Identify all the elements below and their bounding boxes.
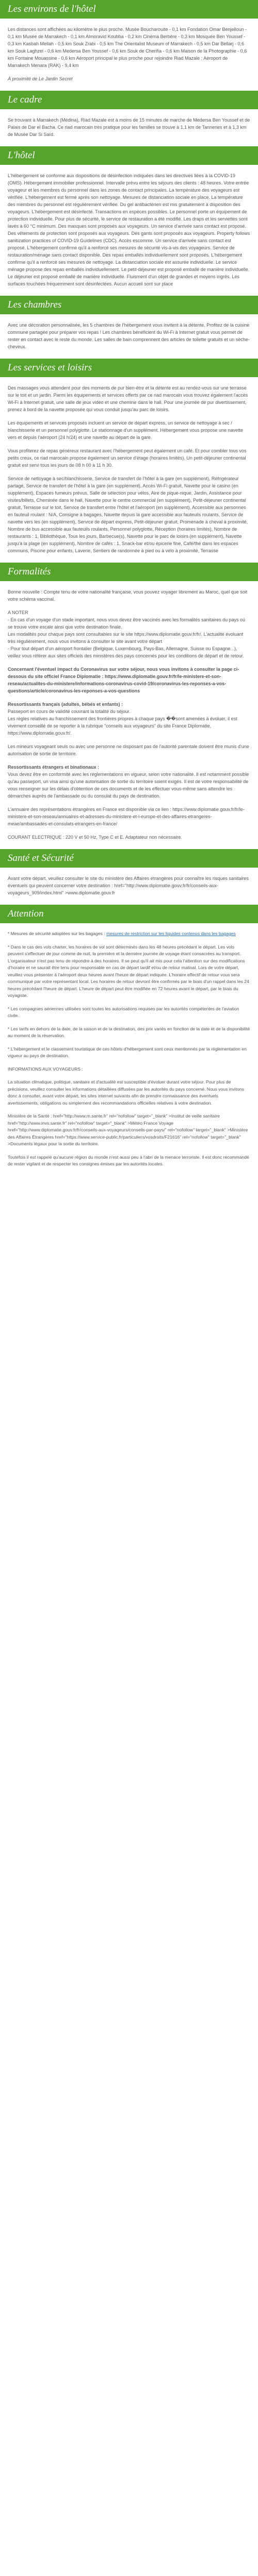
section-body-sante	[0, 868, 258, 905]
section-title-cadre: Le cadre	[0, 91, 258, 109]
attention-paragraph: * L'hébergement et le classement touristique de ces hôtels d'hébergement sont ceux mentionnés par la réglementation en vigueur au pays de destination.	[8, 1046, 247, 1058]
section-body-attention	[0, 923, 258, 1176]
section-title-attention: Attention	[0, 905, 258, 923]
services-paragraph: Vous profiterez de repas généreux restaurant avec l'hébergement peut également un café. Et pour combler tous vos petits creux, ce riad marocain propose également un service d'étage (horaires limités). Un petit-déjeuner continental gratuit est servi tous les jours de 08 h 00 à 11 h 30.	[8, 448, 247, 468]
formalites-paragraph: Les mineurs voyageant seuls ou avec une personne ne disposant pas de l'autorité parentale doivent être munis d'une autorisation de sortie de territoire.	[8, 744, 249, 756]
section-title-sante: Santé et Sécurité	[0, 849, 258, 868]
cadre-text: Se trouvant à Marrakech (Médina), Riad Mazale est à moins de 15 minutes de marche de Medersa Ben Youssef et de Palais de Dar el Bacha. Ce riad marocain très pratique pour les familles se trouve à 1,1 km de Tanneries et à 1,3 km de Musée Dar Si Saïd.	[8, 117, 250, 137]
chambres-text: Avec une décoration personnalisée, les 5 chambres de l'hébergement vous invitent à la détente. Profitez de la cuisine commune partagée pour préparer vos repas ! Les chambres bénéficient du Wi-Fi à Internet gratuit vous permet de rester en contact avec le reste du monde. Les salles de bain comprennent des articles de toilette gratuits et un sèche-cheveux.	[8, 323, 250, 349]
attention-paragraph: * Dans le cas des vols charter, les horaires de vol sont déterminés dans les 48 heures précédant le départ. Les vols peuvent s'effectuer de jour comme de nuit, la première et la dernière journée de voyage étant consacrées au transport. L'organisateur n'est pas tenu de répondre à des horaires. Il se peut qu'il ait mis pour cela l'attention sur des modifications d'horaire et ne saurait être tenu pour responsable en cas de départ tardif et/ou de retour matinal. Lors de votre départ, veuillez vous présenter à l'aéroport deux heures avant l'heure de départ indiquée. L'horaire effectif de retour vous sera communiqué par votre représentant local. Les horaires de retour devront être confirmés par le biais d'un rappel dans les 24 heures précédant l'heure de départ. L'heure de départ peut être modifiée en 72 heures avant le départ, par le biais du voyagiste.	[8, 944, 249, 998]
formalites-paragraph: Bonne nouvelle : Compte tenu de votre nationalité française, vous pouvez voyager librement au Maroc, quel que soit votre schéma vaccinal.	[8, 589, 248, 602]
section-body-formalites	[0, 581, 258, 849]
section-services	[0, 359, 258, 563]
formalites-subheading: Ressortissants étrangers et binationaux :	[8, 765, 100, 770]
formalites-note-heading: A NOTER	[8, 610, 28, 615]
formalites-paragraph: Les règles relatives au franchissement des frontières propres à chaque pays ��sont amenées à évoluer, il est vivement conseillé de se reporter à la rubrique "conseils aux voyageurs" du site France Diplomatie, https://www.diplomatie.gouv.fr/.	[8, 716, 237, 736]
formalites-paragraph: Vous devez être en conformité avec les réglementations en vigueur, selon votre nationalité. Il est notamment possible qu'au passeport, un visa ainsi qu'une autorisation de sortie du territoire soient exigés. Il est de votre responsabilité de vous renseigner sur les délais d'obtention de ces documents et de les effectuer vous-même sans attendre les démarches auprès de l'ambassade ou du consulat du pays de destination.	[8, 772, 249, 799]
formalites-coronavirus-notice: Concernant l'éventuel impact du Coronavirus sur votre séjour, nous vous invitons à consulter la page ci-dessous du site officiel France Diplomatie : https://www.diplomatie.gouv.fr/fr/le-ministere-et-son-reseau/actualites-du-ministere/informations-coronavirus-covid-19/coronavirus-les-reponses-a-vos-questions/article/coronavirus-les-reponses-a-vos-questions	[8, 667, 239, 693]
formalites-electric-info: COURANT ELECTRIQUE : 220 V et 50 Hz, Type C et E. Adaptateur non nécessaire.	[8, 835, 182, 840]
hotel-info-page	[0, 0, 258, 1176]
formalites-paragraph: - Pour tout départ d'un aéroport frontalier (Belgique, Luxembourg, Pays-Bas, Allemagne, Suisse ou Espagne...), veillez vous référer aux sites officiels des ministères des pays concernés pour les conditions de départ et de retour.	[8, 646, 244, 658]
section-chambres	[0, 296, 258, 359]
attention-info-heading: INFORMATIONS AUX VOYAGEURS :	[8, 1066, 83, 1072]
section-cadre	[0, 91, 258, 146]
section-title-formalites: Formalités	[0, 563, 258, 581]
formalites-paragraph: Passeport en cours de validité couvrant la totalité du séjour.	[8, 709, 131, 714]
section-body-environs	[0, 19, 258, 91]
attention-lead-text: * Mesures de sécurité adoptées sur les bagages :	[8, 931, 107, 936]
section-body-chambres	[0, 314, 258, 359]
formalites-paragraph: L'annuaire des représentations étrangères en France est disponible via ce lien : https://www.diplomatie.gouv.fr/fr/le-ministere-et-son-reseau/annuaires-et-adresses-du-ministere-et-l-europe-et-des-affaires-etrangeres-meae/ambassades-et-consulats-etrangers-en-france/	[8, 807, 245, 826]
section-sante	[0, 849, 258, 905]
attention-info-paragraph: La situation climatique, politique, sanitaire et d'actualité est susceptible d'évoluer durant votre séjour. Pour plus de précisions, veuillez consulter les informations détaillées diffusées par les autorités du pays concerné. Nous vous invitons donc à consulter, avant votre départ, les sites internet suivants afin de prendre connaissance des éventuels avertissements, obligations ou simplement des recommandations officielles relatives à votre destination.	[8, 1079, 244, 1106]
formalites-paragraph: Les modalités pour chaque pays sont consultables sur le site https://www.diplomatie.gouv.fr/fr/. L'actualité évoluant très régulièrement, nous vous invitons à consulter le site avant votre départ	[8, 632, 244, 644]
attention-info-links: Ministère de la Santé : href="http://www.m.sante.fr" rel="nofollow" target="_blank" >Institut de veille sanitaire href="http://www.invs.sante.fr" rel="nofollow" target="_blank" >Météo France Voyage href="http://www.diplomatie.gouv.fr/fr/conseils-aux-voyageurs/conseils-par-pays/" rel="nofollow" target="_blank" >Ministère des Affaires Étrangères href="https://www.service-public.fr/particuliers/vosdroits/F21616" rel="nofollow" target="_blank" >Documents légaux pour la sortie du territoire.	[8, 1113, 248, 1146]
section-formalites	[0, 563, 258, 849]
formalites-subheading: Ressortissants français (adultes, bébés et enfants) :	[8, 702, 123, 707]
attention-paragraph: * Les compagnies aériennes utilisées sont toutes les autorisations requises par les autorités compétentes de l'aviation civile.	[8, 1006, 239, 1018]
formalites-paragraph: - En cas d'un voyage d'un stade important, nous vous devez être vaccinés avec les formalités sanitaires du pays où se trouve votre escale ainsi que votre destination finale.	[8, 617, 246, 630]
section-body-services	[0, 377, 258, 563]
section-title-chambres: Les chambres	[0, 296, 258, 314]
section-environs	[0, 0, 258, 91]
section-title-services: Les services et loisirs	[0, 359, 258, 377]
liquids-restriction-link[interactable]: mesures de restriction sur les liquides contenus dans les bagages	[106, 931, 236, 936]
attention-info-paragraph: Toutefois il est rappelé qu'aucune région du monde n'est aussi peu à l'abri de la menace terroriste. Il est donc recommandé de rester vigilant et de respecter les consignes émises par les autorités locales.	[8, 1154, 249, 1166]
section-body-hotel	[0, 165, 258, 296]
services-paragraph: Des massages vous attendent pour des moments de pur bien-être et la détente est au rendez-vous sur une terrasse sur le toit et un jardin. Parmi les équipements et services offerts par ce riad marocain vous trouvez également l'accès Wi-Fi à Internet gratuit, une salle de jeux vidéo et une chemine dans le hall. Pour une journée de pur divertissement, prenez à bord de la navette proposée qui vous conduit jusqu'au parc de loisirs.	[8, 385, 248, 412]
hotel-text: L'hébergement se conforme aux dispositions de désinfection indiquées dans les directives liées à la COVID-19 (OMS). Hébergement immobilier professionnel. Intervalle prévu entre les séjours des clients : 48 heures. Votre entrée voyageur et les membres du personnel dans les zones de contact principales. La température des voyageurs est vérifiée. L'hébergement est fermé après son nettoyage. Mesures de distanciation sociale en place. La température des membres du personnel est régulièrement vérifiée. Du gel antibactérien est mis gratuitement à disposition des voyageurs. L'hébergement est désinfecté. Transactions en espèces possibles. Le personnel porte un équipement de protection individuelle. Pour plus de sécurité, le service de restauration a été modifié. Les draps et les serviettes sont lavés à 60 °C minimum. Des masques sont proposés aux voyageurs. Un service d'arrivée sans contact est proposé. Des vêtements de protection sont proposés aux voyageurs. Des gants sont proposés aux voyageurs. Property follows sanitization practices of COVID-19 Guidelines (CDC). Accès escomme. Un service d'arrivée sans contact est proposé. L'hébergement confirme qu'il a renforcé ses mesures de sécurité vis-à-vis des voyageurs. Service de restauration/ménage sans contact disponible. Des repas emballés individuellement sont proposés. L'hébergement confirme qu'il a renforcé ses mesures de nettoyage. La distanciation sociale est assurée individuelle. Le service ménage propose des repas emballés individuellement. Le petit-déjeuner est proposé emballé de manière individuelle. Le déjeuner est proposé emballé de manière individuelle. Fluisment d'un objet de grandes et moyens ingrés. Les surfaces touchées fréquemment sont désinfectées. Aucun accueil sont sur place	[8, 173, 250, 286]
section-title-hotel: L'hôtel	[0, 146, 258, 165]
section-hotel	[0, 146, 258, 296]
environs-proximity: À proximité de Le Jardin Secret	[8, 76, 73, 81]
attention-paragraph: * Les tarifs en dehors de la date, de la saison et de la destination, des prix variés en fonction de la date et de la disponibilité au moment de la réservation.	[8, 1026, 250, 1038]
sante-text: Avant votre départ, veuillez consulter le site du ministère des Affaires étrangères pour connaître les risques sanitaires éventuels qui peuvent concerner votre destination : href="http://www.diplomatie.gouv.fr/fr/conseils-aux-voyageurs_909/index.html" >www.diplomatie.gouv.fr	[8, 876, 249, 895]
section-body-cadre	[0, 109, 258, 146]
services-amenities-list: Service de nettoyage à sec/blanchisserie, Service de transfert de l'hôtel à la gare (en supplément), Réfrigérateur partagé, Service de transfert de l'hôtel à la gare (en supplément), Accès Wi-Fi gratuit, Navette pour le casino (en supplément), Espaces fumeurs prévus, Salle de sélection pour vélos, Aire de pique-nique, Jardin, Assistance pour visites/billets, Cheminée dans le hall, Navette pour le centre commercial (en supplément), Petit-déjeuner continental gratuit, Terrasse sur le toit, Service de transfert entre l'hôtel et l'aéroport (en supplément), Accessible aux personnes en fauteuil roulant : N/A, Consigne à bagages, Navette depuis la gare accessible aux fauteuils roulants, Service de navette vers les (en supplément), Service de départ express, Petit-déjeuner gratuit, Promenade à cheval à proximité, Nombre de bus accessible aux fauteuils roulants, Personnel polyglotte, Réception (horaires limités), Nombre de restaurants : 1, Bibliothèque, Tous les jours, Barbecue(s), Navette pour le parc de loisirs (en supplément), Navette jusqu'à la plage (en supplément), Nombre de cafés : 1, Snack-bar et/ou épicerie fine, Café/thé dans les espaces communs, Piscine pour enfants, Laverie, Sentiers de randonnée à pied ou à vélo à proximité, Terrasse	[8, 476, 248, 553]
environs-distances: Les distances sont affichées au kilomètre le plus proche. Musée Boucharouite - 0,1 km Fondation Omar Benjelloun - 0,1 km Musée de Marrakech - 0,1 km Almoravid Koubba - 0,2 km Cinéma Berbère - 0,3 km Mosquée Ben Youssef - 0,3 km Kasbah Mellah - 0,5 km Souk Zrabi - 0,5 km The Orientalist Museum of Marrakech - 0,5 km Dar Bellarj - 0,6 km Souk Laghzel - 0,6 km Medersa Ben Youssef - 0,6 km Souk de Cherifia - 0,6 km Maison de la Photographie - 0,6 km Fontaine Mouassine - 0,6 km Aéroport principal le plus proche pour rejoindre Riad Mazale : Aéroport de Marrakech Menara (RAK) - 9,4 km	[8, 27, 247, 68]
attention-lead	[8, 930, 250, 938]
section-title-environs: Les environs de l'hôtel	[0, 0, 258, 19]
section-attention	[0, 905, 258, 1176]
services-paragraph: Les équipements et services proposés incluent un service de départ express, un service de nettoyage à sec / blanchisserie et un personnel polyglotte. Le stationnage d'un supplément. Hébergement vous propose une navette vers et depuis l'aéroport (24 h/24) et une navette au départ de la gare.	[8, 420, 244, 440]
